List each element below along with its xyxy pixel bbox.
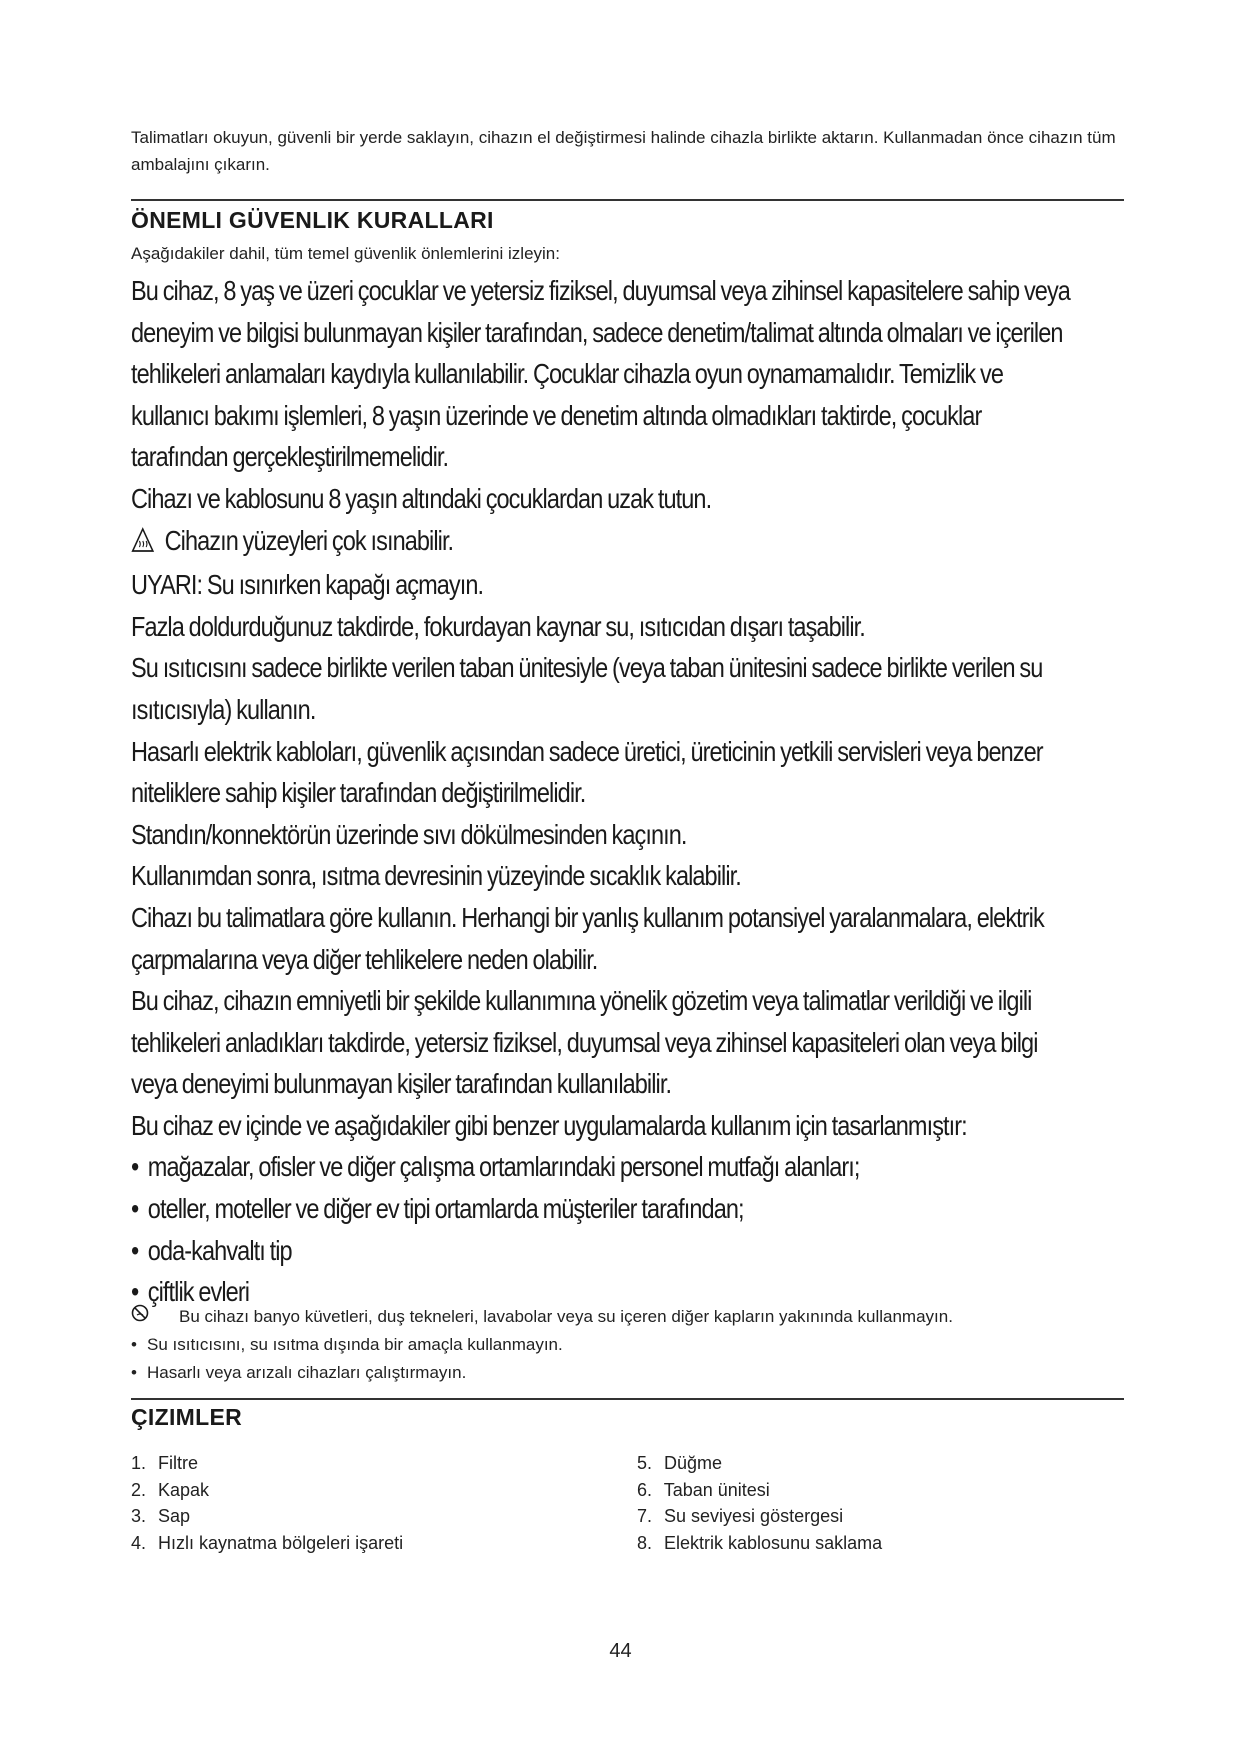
- section-divider: [131, 1398, 1124, 1400]
- safety-line: Standın/konnektörün üzerinde sıvı dökülmesinden kaçının.: [131, 818, 687, 850]
- small-bullet-row: [131, 1359, 1124, 1387]
- safety-line: deneyim ve bilgisi bulunmayan kişiler tarafından, sadece denetim/talimat altında olmaları ve içerilen: [131, 316, 1063, 348]
- part-number: 8.: [637, 1532, 653, 1553]
- part-item: [131, 1450, 403, 1477]
- bullet-text: oteller, moteller ve diğer ev tipi ortamlarda müşteriler tarafından;: [147, 1193, 744, 1225]
- bullet-mark: •: [131, 1335, 137, 1354]
- no-water-text: Bu cihazı banyo küvetleri, duş tekneleri, lavabolar veya su içeren diğer kapların yakınında kullanmayın.: [179, 1307, 953, 1326]
- part-label: Filtre: [158, 1453, 199, 1473]
- intro-paragraph: Talimatları okuyun, güvenli bir yerde saklayın, cihazın el değiştirmesi halinde cihazla birlikte aktarın. Kullanmadan önce cihazın tüm ambalajını çıkarın.: [131, 128, 1116, 174]
- part-number: 6.: [637, 1479, 653, 1500]
- part-number: 7.: [637, 1506, 653, 1526]
- safety-line: ısıtıcısıyla) kullanın.: [131, 693, 316, 725]
- hot-surface-warning-icon: [131, 523, 155, 565]
- part-item: [131, 1503, 403, 1530]
- parts-column-left: [131, 1450, 403, 1556]
- safety-line: Kullanımdan sonra, ısıtma devresinin yüzeyinde sıcaklık kalabilir.: [131, 860, 741, 892]
- no-water-row: [131, 1303, 1124, 1331]
- part-label: Sap: [158, 1506, 191, 1526]
- small-bullet-text: Hasarlı veya arızalı cihazları çalıştırmayın.: [147, 1363, 467, 1382]
- safety-line: tehlikeleri anladıkları takdirde, yetersiz fiziksel, duyumsal veya zihinsel kapasiteleri olan veya bilgi: [131, 1026, 1038, 1058]
- part-number: 1.: [131, 1453, 147, 1473]
- safety-line: Bu cihaz, 8 yaş ve üzeri çocuklar ve yetersiz fiziksel, duyumsal veya zihinsel kapasitelere sahip veya: [131, 275, 1070, 306]
- part-item: [637, 1503, 882, 1530]
- safety-line: Hasarlı elektrik kabloları, güvenlik açısından sadece üretici, üreticinin yetkili servisleri veya benzer: [131, 735, 1043, 767]
- safety-line: Fazla doldurduğunuz takdirde, fokurdayan kaynar su, ısıtıcıdan dışarı taşabilir.: [131, 610, 865, 642]
- page-number: 44: [609, 1640, 632, 1662]
- part-number: 4.: [131, 1532, 147, 1553]
- safety-line: niteliklere sahip kişiler tarafından değiştirilmelidir.: [131, 777, 586, 809]
- no-water-icon: [131, 1303, 179, 1331]
- safety-line: kullanıcı bakımı işlemleri, 8 yaşın üzerinde ve denetim altında olmadıkları taktirde, çocuklar: [131, 399, 982, 431]
- bullet-item: [131, 1188, 965, 1230]
- safety-text: [131, 270, 1070, 1313]
- bullet-item: [131, 1146, 965, 1188]
- safety-line: Cihazı bu talimatlara göre kullanın. Herhangi bir yanlış kullanım potansiyel yaralanmalara, elektrik: [131, 901, 1044, 933]
- bullet-mark: •: [131, 1193, 139, 1225]
- part-item: [637, 1530, 882, 1557]
- safety-line: tehlikeleri anlamaları kaydıyla kullanılabilir. Çocuklar cihazla oyun oynamamalıdır. Temizlik ve: [131, 358, 1003, 390]
- part-number: 3.: [131, 1506, 147, 1526]
- bullet-text: oda-kahvaltı tip: [147, 1234, 292, 1266]
- part-label: Taban ünitesi: [663, 1479, 770, 1500]
- safety-line: çarpmalarına veya diğer tehlikelere neden olabilir.: [131, 943, 598, 975]
- safety-line: Su ısıtıcısını sadece birlikte verilen taban ünitesiyle (veya taban ünitesini sadece birlikte verilen su: [131, 652, 1043, 684]
- part-number: 5.: [637, 1453, 653, 1473]
- safety-line: tarafından gerçekleştirilmemelidir.: [131, 441, 449, 473]
- safety-line: Bu cihaz ev içinde ve aşağıdakiler gibi benzer uygulamalarda kullanım için tasarlanmıştır:: [131, 1109, 967, 1141]
- section-divider: [131, 199, 1124, 201]
- safety-line: Bu cihaz, cihazın emniyetli bir şekilde kullanımına yönelik gözetim veya talimatlar verildiği ve ilgili: [131, 985, 1032, 1017]
- part-label: Su seviyesi göstergesi: [664, 1506, 844, 1526]
- bullet-item: [131, 1230, 965, 1272]
- part-label: Elektrik kablosunu saklama: [664, 1532, 883, 1553]
- small-bullet-row: [131, 1331, 1124, 1359]
- bullet-mark: •: [131, 1151, 139, 1183]
- part-number: 2.: [131, 1479, 147, 1500]
- part-item: [131, 1530, 403, 1557]
- bullet-mark: •: [131, 1276, 139, 1308]
- bullet-text: mağazalar, ofisler ve diğer çalışma ortamlarındaki personel mutfağı alanları;: [147, 1151, 860, 1183]
- hot-surface-line: [131, 520, 965, 565]
- small-bullet-text: Su ısıtıcısını, su ısıtma dışında bir amaçla kullanmayın.: [147, 1335, 563, 1354]
- part-item: [131, 1477, 403, 1504]
- part-label: Kapak: [158, 1479, 210, 1500]
- part-label: Düğme: [664, 1453, 723, 1473]
- small-warnings: [131, 1303, 1124, 1387]
- safety-subtitle: Aşağıdakiler dahil, tüm temel güvenlik önlemlerini izleyin:: [131, 244, 560, 263]
- safety-title: ÖNEMLI GÜVENLIK KURALLARI: [131, 207, 494, 233]
- part-item: [637, 1450, 882, 1477]
- hot-surface-text: Cihazın yüzeyleri çok ısınabilir.: [164, 524, 454, 556]
- parts-column-right: [637, 1450, 882, 1556]
- safety-line: veya deneyimi bulunmayan kişiler tarafından kullanılabilir.: [131, 1068, 672, 1100]
- safety-line: Cihazı ve kablosunu 8 yaşın altındaki çocuklardan uzak tutun.: [131, 482, 712, 514]
- bullet-text: çiftlik evleri: [147, 1276, 250, 1308]
- drawings-title: ÇIZIMLER: [131, 1404, 242, 1430]
- part-item: [637, 1477, 882, 1504]
- bullet-mark: •: [131, 1234, 139, 1266]
- safety-line: UYARI: Su ısınırken kapağı açmayın.: [131, 569, 484, 601]
- bullet-mark: •: [131, 1363, 137, 1382]
- part-label: Hızlı kaynatma bölgeleri işareti: [158, 1532, 404, 1553]
